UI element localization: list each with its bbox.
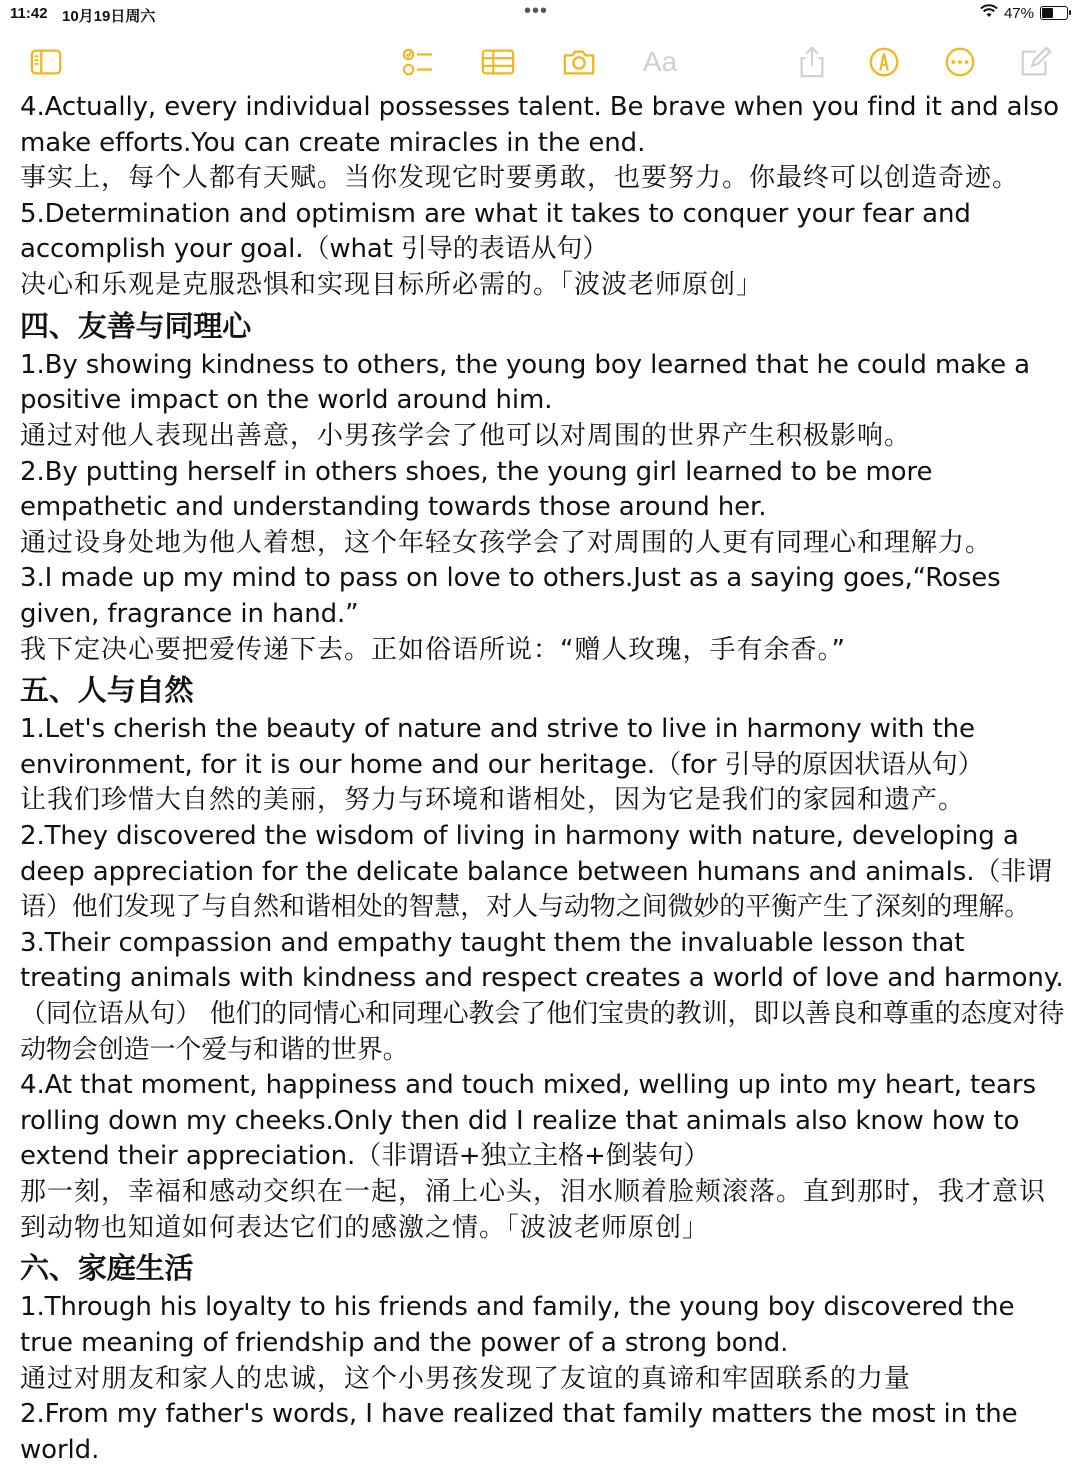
note-line: 4.Actually, every individual possesses talent. Be brave when you find it and also make efforts.You can create miracles in the end. bbox=[20, 92, 1059, 158]
section-heading: 四、友善与同理心 bbox=[20, 308, 252, 343]
note-line: 3.I made up my mind to pass on love to others.Just as a saying goes,“Roses given, fragrance in hand.” bbox=[20, 563, 1001, 629]
note-line: 5.Determination and optimism are what it takes to conquer your fear and accomplish your goal.（what 引导的表语从句） bbox=[20, 198, 971, 265]
note-line: 让我们珍惜大自然的美丽，努力与环境和谐相处，因为它是我们的家园和遗产。 bbox=[20, 785, 966, 816]
checklist-icon[interactable] bbox=[400, 44, 436, 80]
camera-icon[interactable] bbox=[561, 44, 597, 80]
section-heading: 五、人与自然 bbox=[20, 673, 194, 708]
status-indicators bbox=[980, 4, 1068, 22]
table-icon[interactable] bbox=[480, 44, 516, 80]
note-line: 2.From my father's words, I have realized that family matters the most in the world. bbox=[20, 1399, 1018, 1465]
status-time: 11:42 bbox=[10, 5, 48, 22]
status-bar bbox=[0, 0, 1080, 28]
note-line: 3.Their compassion and empathy taught them the invaluable lesson that treating animals with kindness and respect creates a world of love and harmony.（同位语从句） 他们的同情心和同理心教会了他们宝贵的教训，即以善良和尊重的态度对待动物会创造一个爱与和谐的世界。 bbox=[20, 927, 1065, 1065]
note-line: 那一刻，幸福和感动交织在一起，涌上心头，泪水顺着脸颊滚落。直到那时，我才意识到动物也知道如何表达它们的感激之情。「波波老师原创」 bbox=[20, 1177, 1047, 1243]
status-date: 10月19日周六 bbox=[62, 8, 156, 25]
note-line: 我下定决心要把爱传递下去。正如俗语所说：“赠人玫瑰，手有余香。” bbox=[20, 634, 846, 665]
note-body[interactable] bbox=[20, 90, 1068, 1465]
notes-toolbar bbox=[0, 36, 1080, 86]
note-line: 2.They discovered the wisdom of living in harmony with nature, developing a deep appreciation for the delicate balance between humans and animals.（非谓语）他们发现了与自然和谐相处的智慧，对人与动物之间微妙的平衡产生了深刻的理解。 bbox=[20, 821, 1053, 923]
note-line: 1.Through his loyalty to his friends and family, the young boy discovered the true meaning of friendship and the power of a strong bond. bbox=[20, 1292, 1015, 1358]
battery-icon bbox=[1040, 6, 1068, 20]
multitasking-dots-icon[interactable]: ••• bbox=[524, 0, 549, 22]
note-line: 1.By showing kindness to others, the young boy learned that he could make a positive impact on the world around him. bbox=[20, 349, 1030, 416]
note-line: 通过对朋友和家人的忠诚，这个小男孩发现了友谊的真谛和牢固联系的力量 bbox=[20, 1363, 912, 1394]
note-line: 1.Let's cherish the beauty of nature and strive to live in harmony with the environment, for it is our home and our heritage.（for 引导的原因状语从句） bbox=[20, 714, 984, 780]
note-line: 2.By putting herself in others shoes, the young girl learned to be more empathetic and understanding towards those around her. bbox=[20, 456, 933, 523]
compose-icon bbox=[1018, 44, 1054, 80]
sidebar-toggle-icon[interactable] bbox=[28, 44, 64, 80]
format-text-icon: Aa bbox=[642, 46, 678, 77]
share-icon bbox=[794, 44, 830, 80]
note-line: 4.At that moment, happiness and touch mixed, welling up into my heart, tears rolling down my cheeks.Only then did I realize that animals also know how to extend their appreciation.（非谓语+独立主格+倒装句） bbox=[20, 1070, 1036, 1172]
note-line: 事实上，每个人都有天赋。当你发现它时要勇敢，也要努力。你最终可以创造奇迹。 bbox=[20, 163, 1020, 194]
note-line: 决心和乐观是克服恐惧和实现目标所必需的。「波波老师原创」 bbox=[20, 270, 764, 301]
note-line: 通过设身处地为他人着想，这个年轻女孩学会了对周围的人更有同理心和理解力。 bbox=[20, 527, 993, 558]
battery-percent: 47% bbox=[1003, 4, 1034, 22]
section-heading: 六、家庭生活 bbox=[20, 1251, 194, 1286]
note-line: 通过对他人表现出善意，小男孩学会了他可以对周围的世界产生积极影响。 bbox=[20, 420, 912, 451]
wifi-icon bbox=[980, 4, 998, 22]
more-icon[interactable] bbox=[942, 44, 978, 80]
markup-pen-icon[interactable] bbox=[866, 44, 902, 80]
battery-level bbox=[1042, 8, 1053, 18]
